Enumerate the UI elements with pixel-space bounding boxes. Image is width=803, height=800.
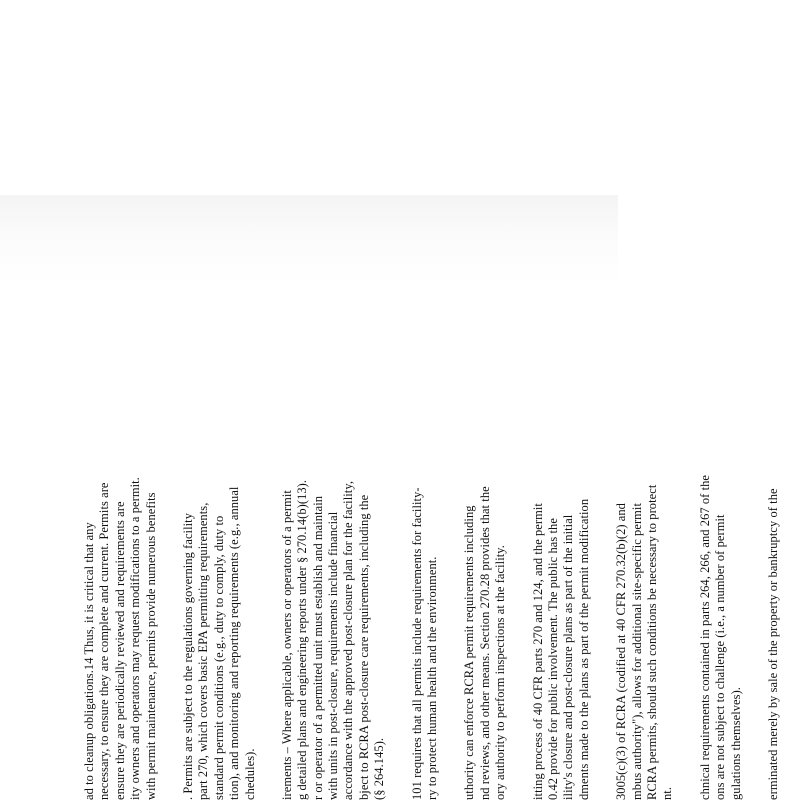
text-line: chedules). bbox=[242, 748, 257, 800]
paragraph-enforcement bbox=[462, 260, 508, 800]
text-line: part 270, which covers basic EPA permitting requirements, bbox=[196, 502, 211, 800]
text-line: dments made to the plans as part of the permit modification bbox=[576, 498, 591, 800]
text-line: necessary, to ensure they are complete and current. Permits are bbox=[97, 482, 112, 800]
text-line: with permit maintenance, permits provide numerous benefits bbox=[143, 492, 158, 800]
text-line: ons are not subject to challenge (i.e., a number of permit bbox=[713, 514, 728, 800]
text-line: uthority can enforce RCRA permit requirements including bbox=[462, 505, 477, 800]
text-line: gulations themselves). bbox=[728, 686, 743, 800]
paragraph-facility-requirements bbox=[410, 260, 441, 800]
rotated-document-text bbox=[82, 260, 803, 800]
paragraph-permit-maintenance bbox=[82, 260, 159, 800]
paragraph-termination bbox=[766, 260, 781, 800]
text-line: irements – Where applicable, owners or operators of a permit bbox=[279, 490, 294, 800]
text-line: tion), and monitoring and reporting requirements (e.g., annual bbox=[227, 486, 242, 800]
text-line: ility's closure and post-closure plans as part of the initial bbox=[561, 514, 576, 800]
text-line: itting process of 40 CFR parts 270 and 124, and the permit bbox=[530, 503, 545, 800]
text-line: ity owners and operators may request modifications to a permit. bbox=[128, 477, 143, 800]
text-line: erminated merely by sale of the property or bankruptcy of the bbox=[765, 488, 780, 800]
text-line: 101 requires that all permits include requirements for facility- bbox=[409, 487, 424, 800]
paragraph-technical-requirements bbox=[698, 260, 744, 800]
paragraph-omnibus-authority bbox=[614, 260, 676, 800]
text-line: mbus authority"), allows for additional site-specific permit bbox=[629, 502, 644, 800]
text-line: ensure they are periodically reviewed and requirements are bbox=[112, 501, 127, 800]
text-line: . Permits are subject to the regulations governing facility bbox=[180, 512, 195, 800]
paragraph-regulations bbox=[181, 260, 258, 800]
text-line: RCRA permits, should such conditions be necessary to protect bbox=[644, 484, 659, 800]
text-line: 0.42 provide for public involvement. The public has the bbox=[545, 518, 560, 800]
paragraph-public-involvement bbox=[531, 260, 593, 800]
text-line: bject to RCRA post-closure care requirements, including the bbox=[356, 494, 371, 800]
text-line: accordance with the approved post-closure plan for the facility, bbox=[341, 480, 356, 800]
text-line: with units in post-closure, requirements include financial bbox=[326, 511, 341, 800]
text-line: 3005(c)(3) of RCRA (codified at 40 CFR 270.32(b)(2) and bbox=[614, 503, 629, 800]
text-line: nt. bbox=[660, 786, 675, 800]
text-line: ry to protect human health and the environment. bbox=[425, 556, 440, 800]
text-line: (§ 264.145). bbox=[372, 737, 387, 800]
text-line: nd reviews, and other means. Section 270.28 provides that the bbox=[477, 486, 492, 800]
text-line: ad to cleanup obligations.14 Thus, it is critical that any bbox=[82, 522, 96, 800]
paragraph-post-closure bbox=[280, 260, 388, 800]
text-line: chnical requirements contained in parts 264, 266, and 267 of the bbox=[697, 474, 712, 800]
text-line: standard permit conditions (e.g., duty to comply, duty to bbox=[211, 515, 226, 800]
text-line: g detailed plans and engineering reports under § 270.14(b)(13). bbox=[295, 479, 310, 800]
text-line: r or operator of a permitted unit must establish and maintain bbox=[310, 495, 325, 800]
text-line: ory authority to perform inspections at the facility. bbox=[493, 545, 508, 800]
